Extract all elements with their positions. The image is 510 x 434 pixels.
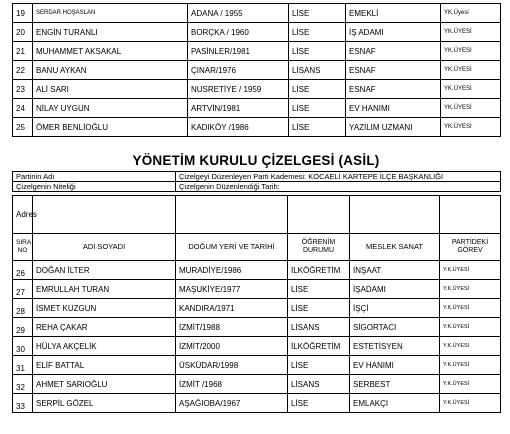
cell-party-role: Y.K.ÜYESİ (440, 337, 501, 356)
cell-name: ENGİN TURANLI (33, 23, 188, 42)
table-row (13, 318, 501, 337)
cell-sira-no: 27 (13, 280, 33, 299)
cell-birth: NUSRETİYE / 1959 (188, 80, 289, 99)
cell-sira-no: 19 (13, 4, 33, 23)
cell-party-role: Y.K.ÜYESİ (440, 280, 501, 299)
address-value (33, 196, 176, 234)
cell-sira-no: 26 (13, 261, 33, 280)
header-education: ÖĞRENİM DURUMU (288, 234, 350, 261)
cell-birth: MURADİYE/1986 (176, 261, 288, 280)
cell-occupation: İŞADAMI (350, 280, 440, 299)
cell-education: LİSE (289, 42, 346, 61)
cell-birth: ADANA / 1955 (188, 4, 289, 23)
cell-name: İSMET KUZGUN (33, 299, 176, 318)
cell-occupation: ESTETİSYEN (350, 337, 440, 356)
table-row (13, 4, 501, 23)
cell-name: EMRULLAH TURAN (33, 280, 176, 299)
cell-birth: İZMİT /1968 (176, 375, 288, 394)
board-members-table (12, 195, 501, 413)
cell-party-role: YK.ÜYESİ (441, 23, 501, 42)
cell-sira-no: 28 (13, 299, 33, 318)
table-row (13, 356, 501, 375)
cell-sira-no: 29 (13, 318, 33, 337)
cell-education: LİSANS (288, 375, 350, 394)
cell-education: LİSE (288, 394, 350, 413)
cell-occupation: ESNAF (346, 61, 441, 80)
header-sira-no: SIRA NO (13, 234, 33, 261)
cell-name: BANU AYKAN (33, 61, 188, 80)
cell-party-role: YK.ÜYESİ (441, 80, 501, 99)
address-cell (350, 196, 440, 234)
cell-occupation: YAZILIM UZMANI (346, 118, 441, 137)
table-row (13, 280, 501, 299)
cell-occupation: EV HANIMI (346, 99, 441, 118)
header-occupation: MESLEK SANAT (350, 234, 440, 261)
cell-education: LİSE (289, 4, 346, 23)
cell-education: LİSE (289, 99, 346, 118)
cell-occupation: SERBEST (350, 375, 440, 394)
table-row (13, 118, 501, 137)
chart-nature-label: Çizelgenin Niteliği (13, 182, 176, 192)
cell-sira-no: 20 (13, 23, 33, 42)
cell-education: LİSANS (288, 318, 350, 337)
cell-sira-no: 30 (13, 337, 33, 356)
cell-birth: İZMİT/1988 (176, 318, 288, 337)
table-row (13, 337, 501, 356)
address-cell (176, 196, 288, 234)
cell-education: LİSE (289, 80, 346, 99)
cell-birth: AŞAĞIOBA/1967 (176, 394, 288, 413)
cell-party-role: Y.K.ÜYESİ (440, 318, 501, 337)
cell-party-role: YK.ÜYESİ (441, 118, 501, 137)
address-cell (440, 196, 501, 234)
cell-birth: PASİNLER/1981 (188, 42, 289, 61)
cell-sira-no: 24 (13, 99, 33, 118)
header-party-role: PARTİDEKİ GÖREV (440, 234, 501, 261)
cell-name: HÜLYA AKÇELİK (33, 337, 176, 356)
cell-name: AHMET SARIOĞLU (33, 375, 176, 394)
table-row (13, 61, 501, 80)
table-row (13, 80, 501, 99)
cell-education: LİSE (289, 118, 346, 137)
cell-occupation: İŞ ADAMI (346, 23, 441, 42)
cell-sira-no: 31 (13, 356, 33, 375)
cell-name: MUHAMMET AKSAKAL (33, 42, 188, 61)
table-row (13, 23, 501, 42)
cell-sira-no: 23 (13, 80, 33, 99)
cell-party-role: YK.Üyesi (441, 4, 501, 23)
party-name-label: Partinin Adı (13, 172, 176, 182)
header-birth: DOĞUM YERİ VE TARİHİ (176, 234, 288, 261)
table-row (13, 394, 501, 413)
cell-occupation: EMEKLİ (346, 4, 441, 23)
cell-occupation: EMLAKÇI (350, 394, 440, 413)
cell-name: ELİF BATTAL (33, 356, 176, 375)
cell-birth: BORÇKA / 1960 (188, 23, 289, 42)
cell-birth: MAŞUKİYE/1977 (176, 280, 288, 299)
table-row (13, 375, 501, 394)
cell-education: LİSE (289, 23, 346, 42)
cell-sira-no: 32 (13, 375, 33, 394)
cell-birth: İZMİT/2000 (176, 337, 288, 356)
cell-party-role: YK.ÜYESİ (441, 42, 501, 61)
header-name: ADI SOYADI (33, 234, 176, 261)
cell-sira-no: 22 (13, 61, 33, 80)
table-row (13, 99, 501, 118)
cell-sira-no: 33 (13, 394, 33, 413)
cell-name: ALİ SARI (33, 80, 188, 99)
cell-party-role: Y.K.ÜYESİ (440, 261, 501, 280)
cell-education: LİSE (288, 280, 350, 299)
cell-occupation: ESNAF (346, 80, 441, 99)
chart-info-table (12, 171, 501, 192)
cell-sira-no: 25 (13, 118, 33, 137)
cell-party-role: Y.K.ÜYESİ (440, 356, 501, 375)
cell-occupation: İNŞAAT (350, 261, 440, 280)
page-title: YÖNETİM KURULU ÇİZELGESİ (ASİL) (132, 153, 380, 168)
cell-occupation: İŞÇİ (350, 299, 440, 318)
cell-party-role: YK.ÜYESİ (441, 99, 501, 118)
cell-name: SERPİL GÖZEL (33, 394, 176, 413)
address-cell (288, 196, 350, 234)
cell-birth: ÜSKÜDAR/1998 (176, 356, 288, 375)
cell-education: LİSANS (289, 61, 346, 80)
address-label: Adres (13, 196, 33, 234)
cell-party-role: Y.K.ÜYESİ (440, 394, 501, 413)
cell-education: LİSE (288, 299, 350, 318)
cell-birth: ARTVİN/1981 (188, 99, 289, 118)
cell-party-role: YK.ÜYESİ (441, 61, 501, 80)
members-table-continued (12, 3, 501, 137)
table-row (13, 261, 501, 280)
cell-party-role: Y.K.ÜYESİ (440, 375, 501, 394)
cell-name: NİLAY UYGUN (33, 99, 188, 118)
cell-occupation: EV HANIMI (350, 356, 440, 375)
cell-occupation: ESNAF (346, 42, 441, 61)
cell-birth: KADIKÖY /1986 (188, 118, 289, 137)
cell-education: İLKÖĞRETİM (288, 261, 350, 280)
cell-birth: KANDIRA/1971 (176, 299, 288, 318)
cell-occupation: SİGORTACI (350, 318, 440, 337)
prepared-by-label: Çizelgeyi Düzenleyen Parti Kademesi: KOCAELİ KARTEPE İLÇE BAŞKANLIĞI (176, 172, 501, 182)
cell-name: REHA ÇAKAR (33, 318, 176, 337)
table-row (13, 42, 501, 61)
cell-education: İLKÖĞRETİM (288, 337, 350, 356)
cell-sira-no: 21 (13, 42, 33, 61)
cell-birth: ÇINAR/1976 (188, 61, 289, 80)
cell-party-role: Y.K.ÜYESİ (440, 299, 501, 318)
chart-date-label: Çizelgenin Düzenlendiği Tarih: (176, 182, 501, 192)
cell-name: SERDAR HOŞASLAN (33, 4, 188, 23)
cell-name: DOĞAN İLTER (33, 261, 176, 280)
cell-name: ÖMER BENLİOĞLU (33, 118, 188, 137)
table-row (13, 299, 501, 318)
cell-education: LİSE (288, 356, 350, 375)
